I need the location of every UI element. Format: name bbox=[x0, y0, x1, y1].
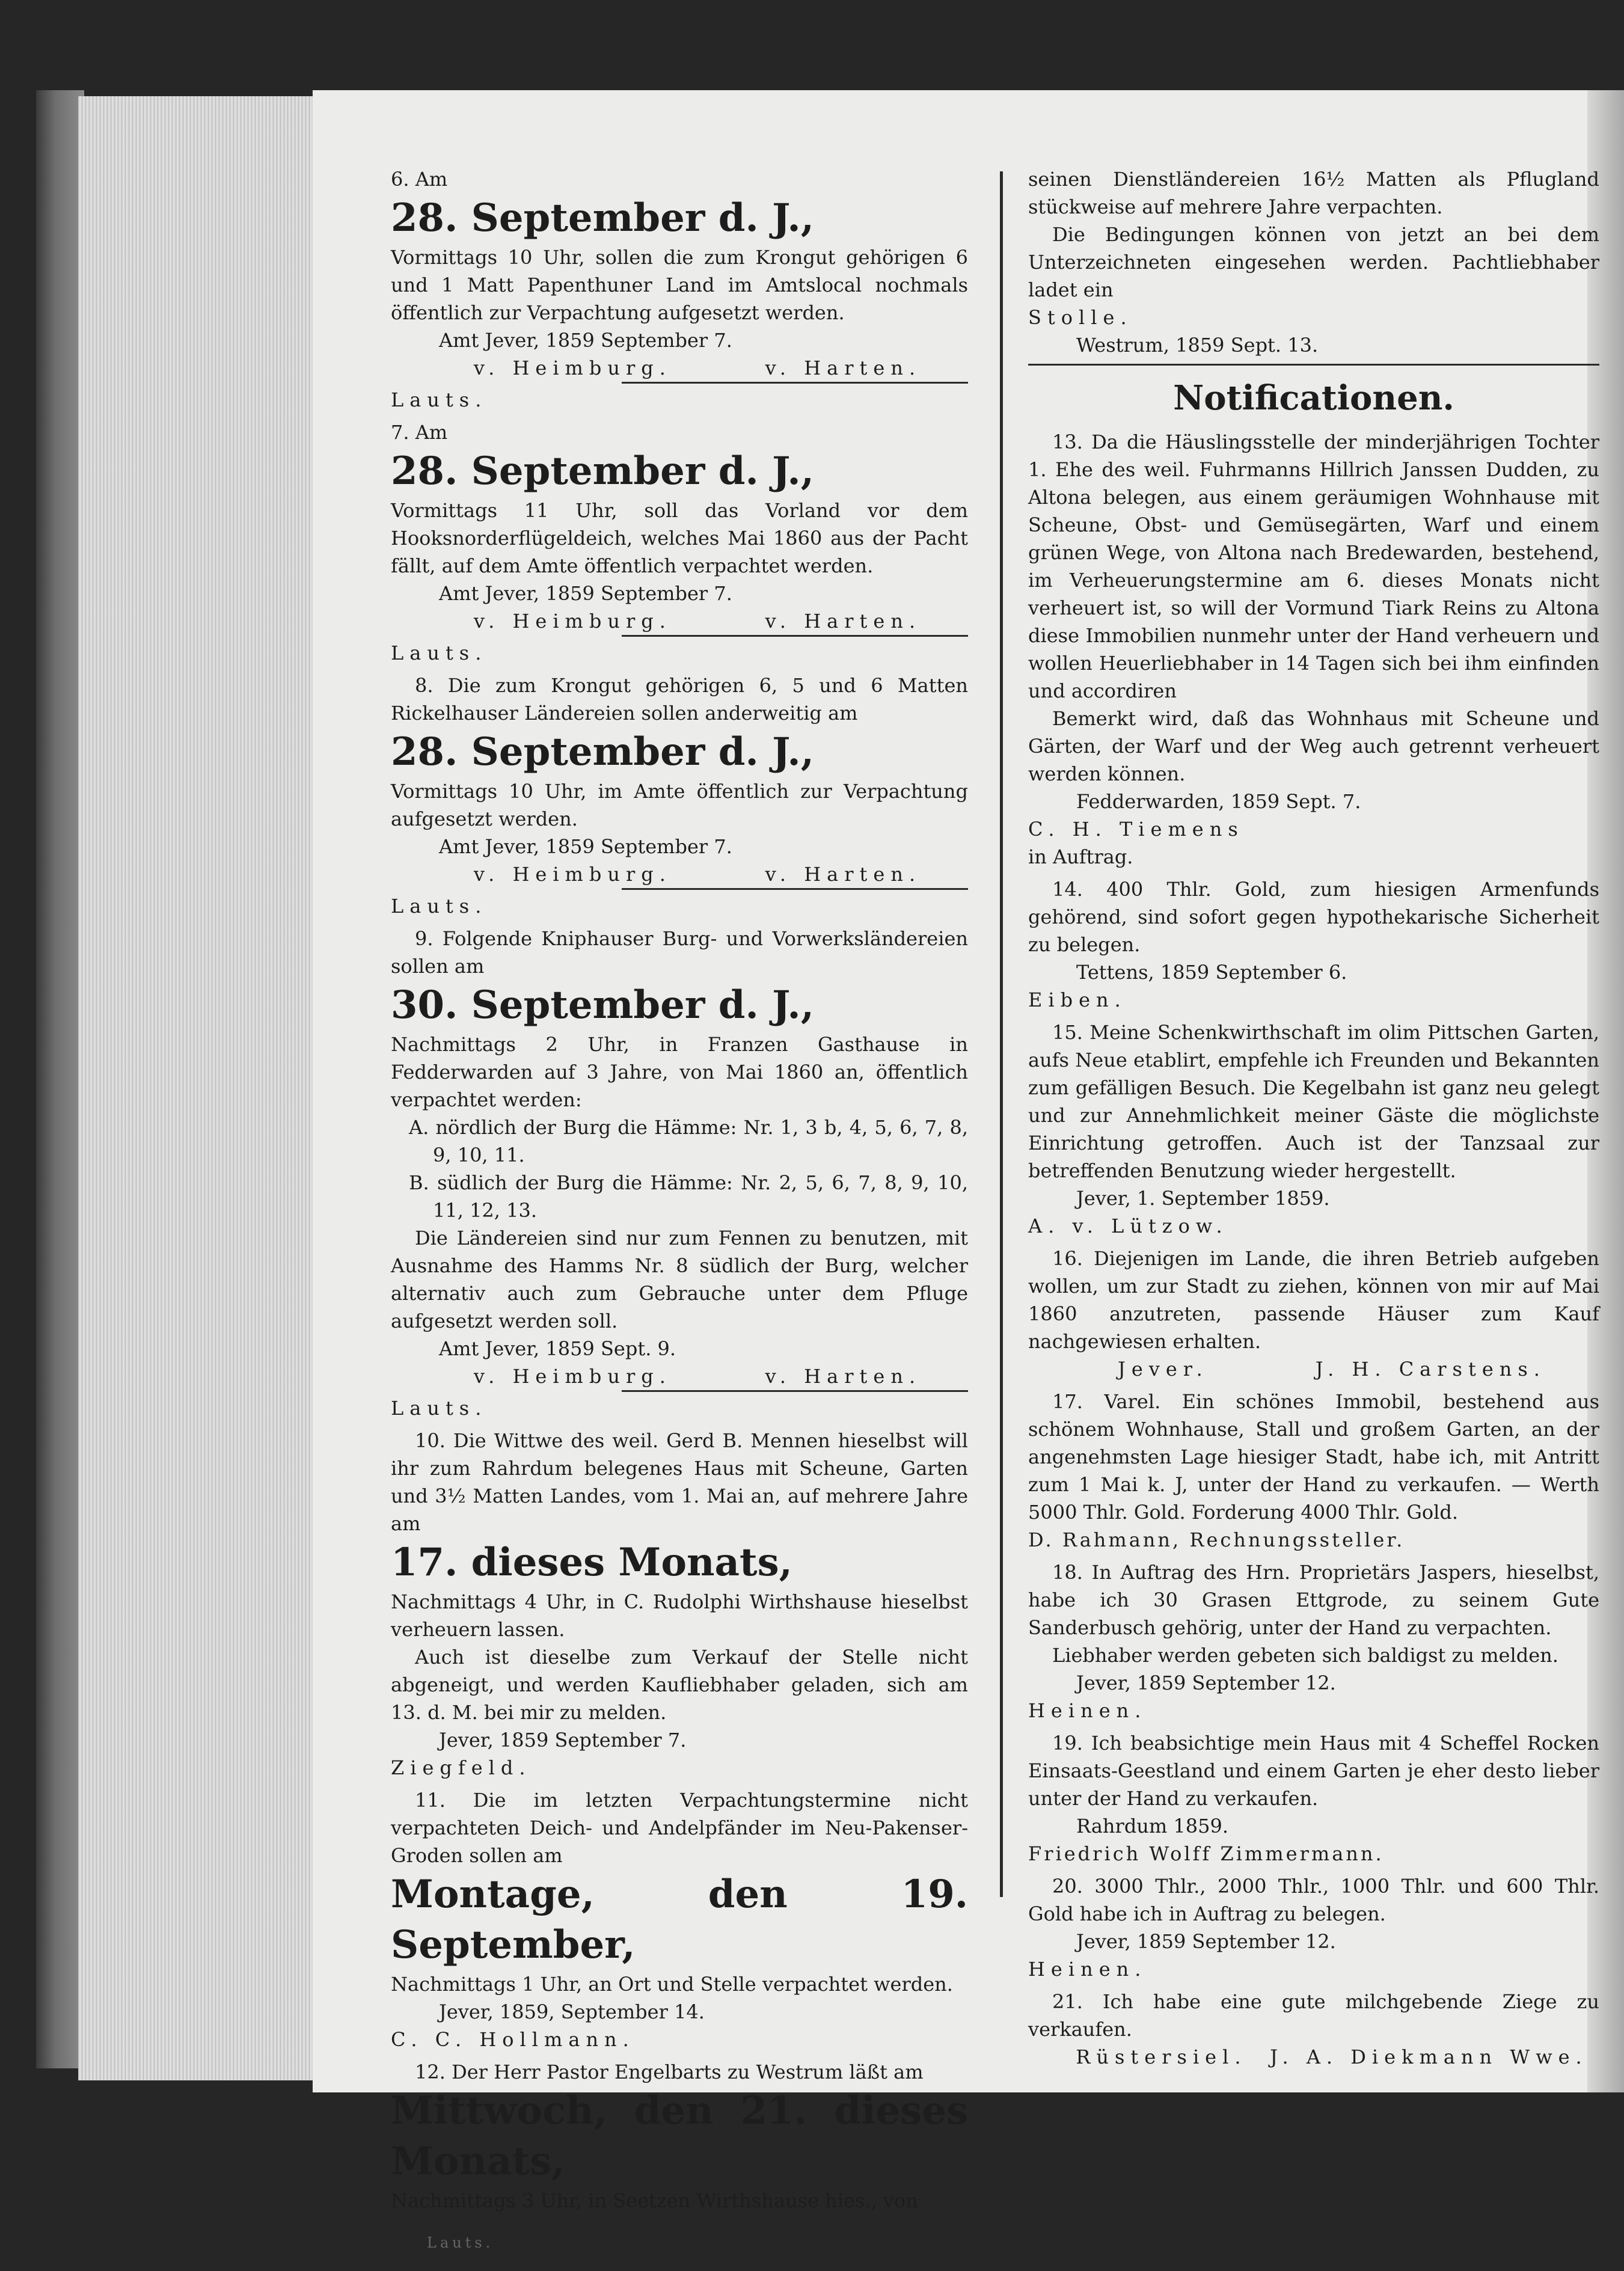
signature: Friedrich Wolff Zimmermann. bbox=[1028, 1842, 1384, 1865]
rule bbox=[1028, 364, 1599, 366]
notice-number: 7. Am bbox=[391, 421, 448, 444]
signature: v. Harten. bbox=[765, 863, 922, 886]
notice-body: 20. 3000 Thlr., 2000 Thlr., 1000 Thlr. und 600 Thlr. Gold habe ich in Auftrag zu belegen. bbox=[1028, 1875, 1599, 1925]
notice-intro: 10. Die Wittwe des weil. Gerd B. Mennen hieselbst will ihr zum Rahrdum belegenes Haus mit Scheune, Garten und 3½ Matten Landes, vom 1. Mai an, auf mehrere Jahre am bbox=[391, 1429, 968, 1535]
signature: Ziegfeld. bbox=[391, 1756, 532, 1779]
signature-note: in Auftrag. bbox=[1028, 845, 1133, 868]
signature: A. v. Lützow. bbox=[1028, 1215, 1228, 1237]
notice-20 bbox=[1028, 1872, 1599, 1983]
left-column bbox=[391, 165, 968, 2271]
notice-body: Nachmittags 4 Uhr, in C. Rudolphi Wirthshause hieselbst verheuern lassen. bbox=[391, 1590, 968, 1641]
dateline: Jever, 1859, September 14. bbox=[439, 2000, 705, 2023]
notice-18 bbox=[1028, 1558, 1599, 1724]
notice-14 bbox=[1028, 875, 1599, 1014]
notice-21 bbox=[1028, 1988, 1599, 2071]
signature: J. H. Carstens. bbox=[1315, 1358, 1546, 1381]
notice-16 bbox=[1028, 1245, 1599, 1383]
notice-date: 28. September d. J., bbox=[391, 449, 814, 494]
signature: v. Heimburg. bbox=[473, 863, 672, 886]
signatures bbox=[391, 1362, 968, 1390]
notice-body: Vormittags 10 Uhr, im Amte öffentlich zur Verpachtung aufgesetzt werden. bbox=[391, 780, 968, 830]
notice-body: 14. 400 Thlr. Gold, zum hiesigen Armenfunds gehörend, sind sofort gegen hypothekarische Sicherheit zu belegen. bbox=[1028, 878, 1599, 956]
notice-body: Auch ist dieselbe zum Verkauf der Stelle nicht abgeneigt, und werden Kaufliebhaber geladen, sich am 13. d. M. bei mir zu melden. bbox=[391, 1646, 968, 1724]
notice-body: seinen Dienstländereien 16½ Matten als Pflugland stückweise auf mehrere Jahre verpachten. bbox=[1028, 168, 1599, 218]
signature: v. Harten. bbox=[765, 1365, 922, 1388]
rule bbox=[622, 1390, 968, 1392]
dateline: Jever, 1859 September 12. bbox=[1076, 1672, 1336, 1694]
notice-number: 6. Am bbox=[391, 168, 448, 191]
page-edges bbox=[78, 96, 337, 2080]
notice-body: 17. Varel. Ein schönes Immobil, bestehend aus schönem Wohnhause, Stall und großem Garten, an der angenehmsten Lage hiesiger Stadt, habe ich, mit Antritt zum 1 Mai k. J, unter der Hand zu verkaufen. — Werth 5000 Thlr. Gold. Forderung 4000 Thlr. Gold. bbox=[1028, 1390, 1599, 1524]
notice-6 bbox=[391, 165, 968, 414]
notice-body: Liebhaber werden gebeten sich baldigst zu melden. bbox=[1052, 1644, 1558, 1667]
notice-body: 19. Ich beabsichtige mein Haus mit 4 Scheffel Rocken Einsaats-Geestland und einem Garten je eher desto lieber unter der Hand zu verkaufen. bbox=[1028, 1732, 1599, 1810]
signature: C. H. Tiemens bbox=[1028, 818, 1244, 841]
signature: v. Harten. bbox=[765, 357, 922, 379]
notice-15 bbox=[1028, 1019, 1599, 1240]
section-heading: Notificationen. bbox=[1173, 378, 1454, 418]
parcel-list bbox=[391, 1114, 968, 1224]
dateline: Amt Jever, 1859 September 7. bbox=[439, 582, 732, 605]
dateline: Westrum, 1859 Sept. 13. bbox=[1076, 334, 1319, 357]
signatures bbox=[391, 860, 968, 888]
signature: C. C. Hollmann. bbox=[391, 2028, 635, 2051]
signatures bbox=[1028, 1355, 1599, 1383]
dateline: Amt Jever, 1859 September 7. bbox=[439, 329, 732, 352]
notice-intro: 8. Die zum Krongut gehörigen 6, 5 und 6 Matten Rickelhauser Ländereien sollen anderweitig am bbox=[391, 674, 968, 725]
place: Rüstersiel. bbox=[1076, 2046, 1247, 2068]
place: Rahrdum 1859. bbox=[1076, 1815, 1229, 1837]
notice-body: 15. Meine Schenkwirthschaft im olim Pittschen Garten, aufs Neue etablirt, empfehle ich Freunden und Bekannten zum gefälligen Besuch. Die Kegelbahn ist ganz neu gelegt und zur Annehmlichkeit meiner Gäste die möglichste Einrichtung getroffen. Auch ist der Tanzsaal zur betreffenden Benutzung wieder hergestellt. bbox=[1028, 1021, 1599, 1182]
dateline: Jever, 1. September 1859. bbox=[1076, 1187, 1330, 1210]
signature: J. A. Diekmann Wwe. bbox=[1270, 2046, 1588, 2068]
notice-body: Nachmittags 3 Uhr, in Seetzen Wirthshause hies., von bbox=[391, 2189, 918, 2212]
notice-10 bbox=[391, 1427, 968, 1782]
dateline: Tettens, 1859 September 6. bbox=[1076, 961, 1347, 984]
notice-11 bbox=[391, 1786, 968, 2053]
signature: v. Harten. bbox=[765, 610, 922, 633]
signature: Eiben. bbox=[1028, 988, 1127, 1011]
signature: Stolle. bbox=[1028, 306, 1133, 329]
signature: Heinen. bbox=[1028, 1958, 1147, 1981]
notice-intro: 11. Die im letzten Verpachtungstermine nicht verpachteten Deich- und Andelpfänder im Neu-Pakenser-Groden sollen am bbox=[391, 1789, 968, 1867]
notice-body: 16. Diejenigen im Lande, die ihren Betrieb aufgeben wollen, um zur Stadt zu ziehen, können von mir auf Mai 1860 anzutreten, passende Häuser zum Kauf nachgewiesen erhalten. bbox=[1028, 1247, 1599, 1353]
signature: Lauts. bbox=[391, 895, 488, 918]
notice-date: 28. September d. J., bbox=[391, 195, 814, 241]
signatures bbox=[391, 607, 968, 635]
notice-body: Die Ländereien sind nur zum Fennen zu benutzen, mit Ausnahme des Hamms Nr. 8 südlich der Burg, welcher alternativ auch zum Gebrauche unter dem Pfluge aufgesetzt werden soll. bbox=[391, 1227, 968, 1332]
notice-date: Montage, den 19. September, bbox=[391, 1872, 968, 1967]
signatures bbox=[391, 354, 968, 382]
notice-date: Mittwoch, den 21. dieses Monats, bbox=[391, 2088, 968, 2184]
notice-date: 30. September d. J., bbox=[391, 982, 814, 1028]
notice-body: Bemerkt wird, daß das Wohnhaus mit Scheune und Gärten, der Warf und der Weg auch getrennt verheuert werden können. bbox=[1028, 707, 1599, 785]
dateline: Fedderwarden, 1859 Sept. 7. bbox=[1076, 790, 1361, 813]
notice-13 bbox=[1028, 428, 1599, 871]
dateline: Jever, 1859 September 7. bbox=[439, 1729, 687, 1752]
signature: Heinen. bbox=[1028, 1699, 1147, 1722]
notice-body: 21. Ich habe eine gute milchgebende Ziege zu verkaufen. bbox=[1028, 1990, 1599, 2041]
bleed-through-text: Lauts. bbox=[427, 2234, 494, 2251]
list-item: B. südlich der Burg die Hämme: Nr. 2, 5, 6, 7, 8, 9, 10, 11, 12, 13. bbox=[409, 1171, 968, 1222]
signatures bbox=[1028, 2043, 1599, 2071]
notice-8 bbox=[391, 672, 968, 920]
signature: D. Rahmann, Rechnungssteller. bbox=[1028, 1528, 1405, 1551]
notice-body: 18. In Auftrag des Hrn. Proprietärs Jaspers, hieselbst, habe ich 30 Grasen Ettgrode, zu seinem Gute Sanderbusch gehörig, unter der Hand zu verpachten. bbox=[1028, 1561, 1599, 1639]
dateline: Amt Jever, 1859 September 7. bbox=[439, 835, 732, 858]
notice-17 bbox=[1028, 1388, 1599, 1554]
notice-date: 28. September d. J., bbox=[391, 729, 814, 774]
signature: Lauts. bbox=[391, 642, 488, 664]
signature: Lauts. bbox=[391, 388, 488, 411]
notice-date: 17. dieses Monats, bbox=[391, 1540, 792, 1585]
list-item: A. nördlich der Burg die Hämme: Nr. 1, 3 b, 4, 5, 6, 7, 8, 9, 10, 11. bbox=[409, 1116, 968, 1166]
dateline: Amt Jever, 1859 Sept. 9. bbox=[439, 1337, 676, 1360]
notice-body: Nachmittags 2 Uhr, in Franzen Gasthause in Fedderwarden auf 3 Jahre, von Mai 1860 an, öffentlich verpachtet werden: bbox=[391, 1033, 968, 1111]
signature: v. Heimburg. bbox=[473, 1365, 672, 1388]
notice-9 bbox=[391, 925, 968, 1422]
signature: Lauts. bbox=[391, 1397, 488, 1420]
notice-body: Die Bedingungen können von jetzt an bei dem Unterzeichneten eingesehen werden. Pachtliebhaber ladet ein bbox=[1028, 223, 1599, 301]
notice-19 bbox=[1028, 1729, 1599, 1868]
notice-body: Nachmittags 1 Uhr, an Ort und Stelle verpachtet werden. bbox=[391, 1973, 953, 1996]
book-spine bbox=[36, 90, 84, 2068]
rule bbox=[622, 635, 968, 637]
notice-body: Vormittags 10 Uhr, sollen die zum Krongut gehörigen 6 und 1 Matt Papenthuner Land im Amtslocal nochmals öffentlich zur Verpachtung aufgesetzt werden. bbox=[391, 246, 968, 324]
notice-12-continued bbox=[1028, 165, 1599, 359]
rule bbox=[622, 382, 968, 384]
notice-7 bbox=[391, 418, 968, 667]
notice-intro: 9. Folgende Kniphauser Burg- und Vorwerksländereien sollen am bbox=[391, 927, 968, 978]
notice-12 bbox=[391, 2058, 968, 2214]
notice-body: Vormittags 11 Uhr, soll das Vorland vor dem Hooksnorderflügeldeich, welches Mai 1860 aus der Pacht fällt, auf dem Amte öffentlich verpachtet werden. bbox=[391, 499, 968, 577]
place: Jever. bbox=[1118, 1358, 1209, 1381]
rule bbox=[622, 888, 968, 890]
notice-body: 13. Da die Häuslingsstelle der minderjährigen Tochter 1. Ehe des weil. Fuhrmanns Hillrich Janssen Dudden, zu Altona belegen, aus einem geräumigen Wohnhause mit Scheune, Obst- und Gemüsegärten, Warf und einem grünen Wege, von Altona nach Bredewarden, bestehend, im Verheuerungstermine am 6. dieses Monats nicht verheuert ist, so will der Vormund Tiark Reins zu Altona diese Immobilien nunmehr unter der Hand verheuern und wollen Heuerliebhaber in 14 Tagen sich bei ihm einfinden und accordiren bbox=[1028, 431, 1599, 702]
column-divider bbox=[1000, 171, 1003, 1897]
notice-intro: 12. Der Herr Pastor Engelbarts zu Westrum läßt am bbox=[415, 2061, 924, 2083]
signature: v. Heimburg. bbox=[473, 610, 672, 633]
right-column bbox=[1028, 165, 1599, 2076]
dateline: Jever, 1859 September 12. bbox=[1076, 1930, 1336, 1953]
signature: v. Heimburg. bbox=[473, 357, 672, 379]
